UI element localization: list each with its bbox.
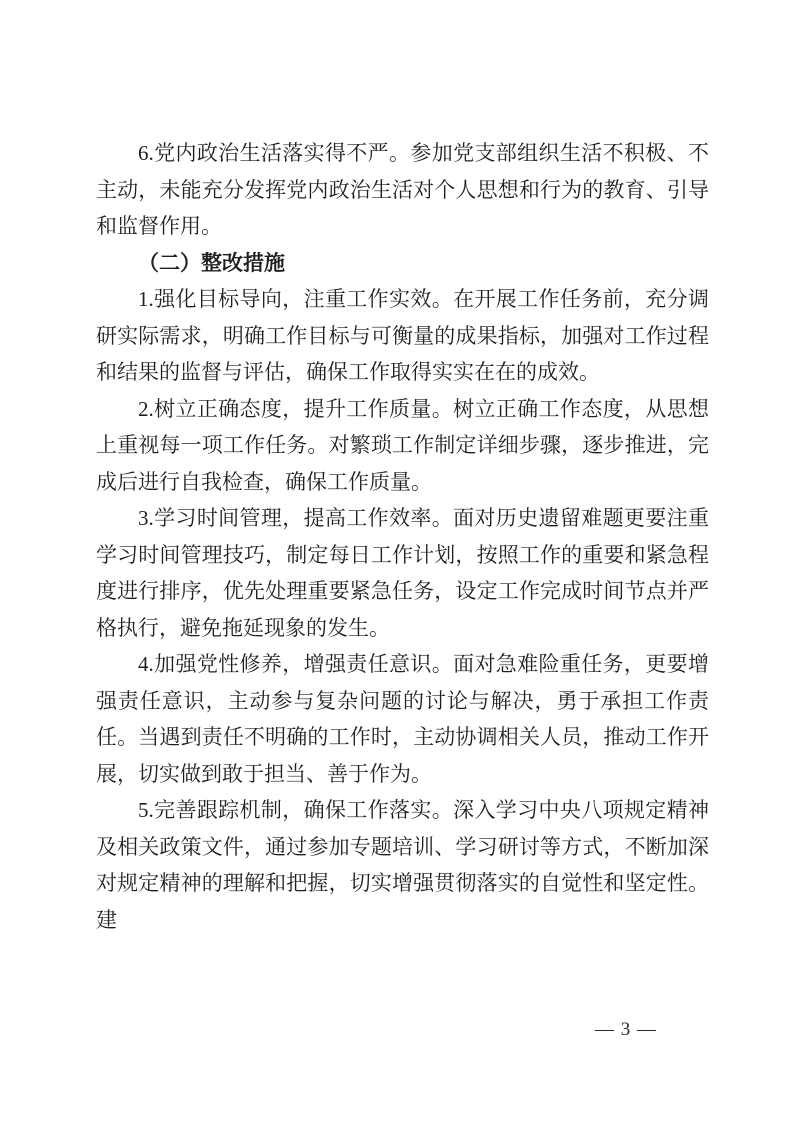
paragraph-measure-5: 5.完善跟踪机制，确保工作落实。深入学习中央八项规定精神及相关政策文件，通过参加专题培训、学习研讨等方式，不断加深对规定精神的理解和把握，切实增强贯彻落实的自觉性和坚定性。建 [96,798,709,932]
paragraph-measure-1: 1.强化目标导向，注重工作实效。在开展工作任务前，充分调研实际需求，明确工作目标与可衡量的成果指标，加强对工作过程和结果的监督与评估，确保工作取得实实在在的成效。 [96,287,709,384]
section-heading-rectification-measures: （二）整改措施 [138,250,285,275]
paragraph-issue-6: 6.党内政治生活落实得不严。参加党支部组织生活不积极、不主动，未能充分发挥党内政治生活对个人思想和行为的教育、引导和监督作用。 [96,141,709,238]
document-body [96,135,709,938]
paragraph-measure-2: 2.树立正确态度，提升工作质量。树立正确工作态度，从思想上重视每一项工作任务。对繁琐工作制定详细步骤，逐步推进，完成后进行自我检查，确保工作质量。 [96,396,709,494]
paragraph-measure-3: 3.学习时间管理，提高工作效率。面对历史遗留难题更要注重学习时间管理技巧，制定每日工作计划，按照工作的重要和紧急程度进行排序，优先处理重要紧急任务，设定工作完成时间节点并严格执行，避免拖延现象的发生。 [96,506,709,640]
page-number: — 3 — [595,1019,657,1040]
paragraph-measure-4: 4.加强党性修养，增强责任意识。面对急难险重任务，更要增强责任意识，主动参与复杂问题的讨论与解决，勇于承担工作责任。当遇到责任不明确的工作时，主动协调相关人员，推动工作开展，切实做到敢于担当、善于作为。 [96,652,709,786]
